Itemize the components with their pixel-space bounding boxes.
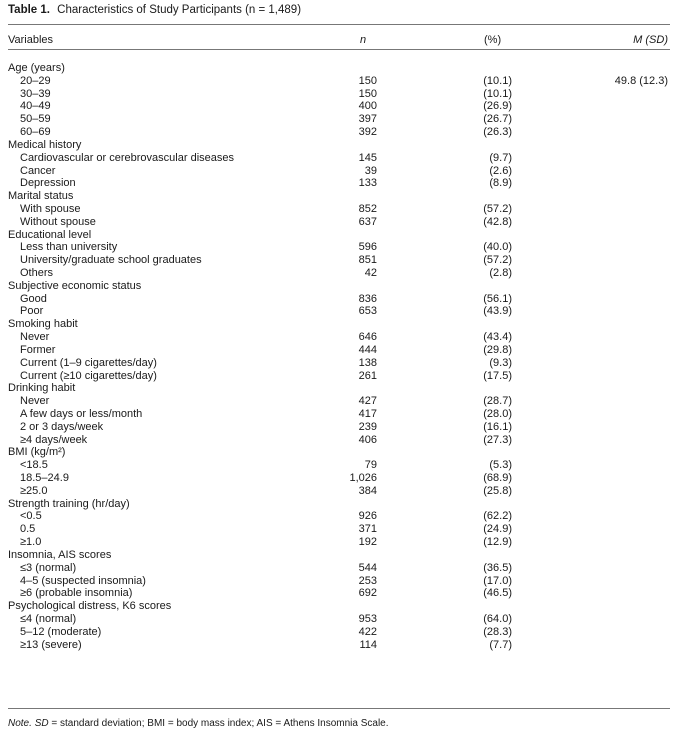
table-group-row	[0, 139, 676, 152]
row-n: 79	[364, 459, 377, 472]
table-row	[0, 126, 676, 139]
table-row	[0, 165, 676, 178]
row-n: 852	[358, 202, 377, 215]
table-row	[0, 408, 676, 421]
table-row	[0, 305, 676, 318]
row-label: 0.5	[20, 523, 36, 536]
row-label: Insomnia, AIS scores	[8, 548, 112, 561]
row-label: Others	[20, 267, 54, 279]
row-percent: (7.7)	[489, 638, 512, 651]
row-percent: (28.7)	[483, 395, 512, 408]
table-row	[0, 113, 676, 126]
table-row	[0, 587, 676, 600]
row-percent: (29.8)	[483, 343, 512, 356]
row-label: 20–29	[20, 74, 51, 87]
row-n: 114	[359, 638, 377, 651]
row-percent: (2.6)	[489, 164, 512, 177]
row-n: 400	[358, 100, 377, 113]
row-n: 192	[358, 536, 377, 549]
table-row	[0, 370, 676, 383]
row-label: 2 or 3 days/week	[20, 420, 104, 433]
row-n: 406	[358, 433, 377, 446]
row-n: 926	[358, 510, 377, 523]
row-label: Never	[20, 331, 50, 344]
row-percent: (40.0)	[483, 241, 512, 254]
table-row	[0, 357, 676, 370]
row-n: 422	[358, 625, 377, 638]
row-percent: (5.3)	[489, 459, 512, 472]
row-n: 253	[358, 574, 377, 587]
row-mean-sd: 49.8 (12.3)	[614, 74, 668, 87]
table-row	[0, 241, 676, 254]
table-group-row	[0, 318, 676, 331]
table-row	[0, 267, 676, 280]
row-percent: (26.7)	[483, 113, 512, 126]
row-percent: (17.0)	[483, 574, 512, 587]
row-label: ≥1.0	[20, 536, 42, 549]
row-label: Subjective economic status	[8, 279, 142, 292]
row-n: 851	[358, 254, 377, 267]
table-row	[0, 203, 676, 216]
row-label: With spouse	[20, 202, 81, 215]
row-label: Cancer	[20, 164, 56, 177]
row-label: Less than university	[20, 241, 118, 254]
row-label: 30–39	[20, 87, 51, 100]
table-row	[0, 177, 676, 190]
row-percent: (57.2)	[483, 254, 512, 267]
row-label: Psychological distress, K6 scores	[8, 600, 172, 613]
table-row	[0, 562, 676, 575]
row-label: Good	[20, 292, 47, 305]
table-row	[0, 293, 676, 306]
row-n: 133	[358, 177, 377, 190]
row-percent: (28.0)	[483, 407, 512, 420]
row-percent: (62.2)	[483, 510, 512, 523]
row-n: 417	[358, 407, 377, 420]
row-n: 692	[358, 587, 377, 600]
row-label: Age (years)	[8, 62, 65, 74]
row-percent: (24.9)	[483, 523, 512, 536]
table-row	[0, 575, 676, 588]
row-n: 1,026	[349, 472, 377, 484]
table-caption	[8, 4, 301, 16]
header-variables: Variables	[8, 34, 54, 46]
row-n: 150	[358, 87, 377, 100]
table-group-row	[0, 600, 676, 613]
row-percent: (2.8)	[489, 267, 512, 279]
row-label: Depression	[20, 177, 76, 190]
row-label: 4–5 (suspected insomnia)	[20, 574, 146, 587]
row-percent: (42.8)	[483, 215, 512, 228]
row-percent: (26.3)	[483, 126, 512, 139]
table-group-row	[0, 382, 676, 395]
row-n: 836	[358, 292, 377, 305]
table-note	[8, 718, 389, 729]
row-label: ≤3 (normal)	[20, 561, 77, 574]
table-row	[0, 510, 676, 523]
row-label: Never	[20, 395, 50, 408]
table-row	[0, 75, 676, 88]
row-percent: (25.8)	[483, 484, 512, 497]
row-label: 5–12 (moderate)	[20, 625, 102, 638]
row-n: 653	[358, 305, 377, 318]
note-text: = standard deviation; BMI = body mass index; AIS = Athens Insomnia Scale.	[48, 718, 389, 729]
row-percent: (43.4)	[483, 331, 512, 344]
table-row	[0, 485, 676, 498]
row-n: 261	[358, 369, 377, 382]
header-mean: M	[633, 34, 643, 46]
table-group-row	[0, 446, 676, 459]
row-label: University/graduate school graduates	[20, 254, 202, 267]
row-percent: (46.5)	[483, 587, 512, 600]
row-n: 384	[358, 484, 377, 497]
row-percent: (10.1)	[483, 87, 512, 100]
row-percent: (10.1)	[483, 74, 512, 87]
table-row	[0, 344, 676, 357]
header-mean-sd	[633, 34, 668, 46]
row-percent: (17.5)	[483, 369, 512, 382]
row-percent: (27.3)	[483, 433, 512, 446]
table-row	[0, 100, 676, 113]
row-label: Strength training (hr/day)	[8, 497, 130, 510]
row-n: 371	[358, 523, 377, 536]
table-title: Characteristics of Study Participants (n = 1,489)	[57, 4, 302, 16]
row-label: 50–59	[20, 113, 51, 126]
bottom-rule	[8, 708, 670, 709]
header-n: n	[360, 34, 367, 46]
top-rule	[8, 24, 670, 25]
table-row	[0, 639, 676, 652]
table-row	[0, 331, 676, 344]
table-row	[0, 459, 676, 472]
row-n: 42	[364, 267, 377, 279]
row-percent: (36.5)	[483, 561, 512, 574]
table-row	[0, 523, 676, 536]
table-group-row	[0, 549, 676, 562]
table-row	[0, 254, 676, 267]
row-percent: (28.3)	[483, 625, 512, 638]
table-row	[0, 152, 676, 165]
row-percent: (16.1)	[483, 420, 512, 433]
row-label: ≥25.0	[20, 484, 48, 497]
table-row	[0, 434, 676, 447]
header-rule	[8, 49, 670, 50]
row-label: A few days or less/month	[20, 407, 143, 420]
row-n: 138	[358, 356, 377, 369]
row-label: <0.5	[20, 510, 42, 523]
table-label: Table 1.	[8, 4, 50, 16]
table-group-row	[0, 498, 676, 511]
row-label: Educational level	[8, 228, 92, 241]
row-percent: (56.1)	[483, 292, 512, 305]
row-n: 646	[358, 331, 377, 344]
row-label: 60–69	[20, 126, 51, 139]
row-n: 39	[364, 164, 377, 177]
row-percent: (9.3)	[489, 356, 512, 369]
row-n: 145	[358, 151, 377, 164]
table-group-row	[0, 229, 676, 242]
table-row	[0, 421, 676, 434]
row-label: Drinking habit	[8, 382, 76, 395]
row-n: 397	[358, 113, 377, 126]
row-label: ≤4 (normal)	[20, 612, 77, 625]
table-row	[0, 395, 676, 408]
row-percent: (57.2)	[483, 202, 512, 215]
table-group-row	[0, 62, 676, 75]
table-row	[0, 626, 676, 639]
row-label: 18.5–24.9	[20, 472, 69, 484]
table-body	[0, 62, 676, 651]
header-sd: (SD)	[645, 34, 668, 46]
table-row	[0, 88, 676, 101]
row-percent: (68.9)	[483, 472, 512, 484]
row-n: 637	[358, 215, 377, 228]
table-row	[0, 472, 676, 485]
row-percent: (64.0)	[483, 612, 512, 625]
row-n: 544	[358, 561, 377, 574]
row-label: Current (≥10 cigarettes/day)	[20, 369, 157, 382]
row-label: Smoking habit	[8, 318, 78, 331]
row-percent: (26.9)	[483, 100, 512, 113]
row-percent: (8.9)	[489, 177, 512, 190]
row-label: 40–49	[20, 100, 51, 113]
row-label: Poor	[20, 305, 44, 318]
row-label: ≥4 days/week	[20, 433, 88, 446]
row-label: Marital status	[8, 190, 74, 203]
row-n: 150	[358, 74, 377, 87]
row-n: 444	[358, 343, 377, 356]
table-group-row	[0, 280, 676, 293]
row-percent: (9.7)	[489, 151, 512, 164]
note-sd-abbr: SD	[34, 718, 49, 729]
row-label: ≥6 (probable insomnia)	[20, 587, 133, 600]
row-n: 596	[358, 241, 377, 254]
row-n: 953	[358, 612, 377, 625]
table-row	[0, 536, 676, 549]
row-label: Without spouse	[20, 215, 96, 228]
table-group-row	[0, 190, 676, 203]
row-n: 392	[358, 126, 377, 139]
table-row	[0, 216, 676, 229]
row-label: BMI (kg/m²)	[8, 446, 66, 459]
row-label: Medical history	[8, 138, 82, 151]
row-label: Current (1–9 cigarettes/day)	[20, 356, 157, 369]
row-percent: (43.9)	[483, 305, 512, 318]
row-label: Former	[20, 343, 56, 356]
note-label: Note.	[8, 718, 32, 729]
row-label: Cardiovascular or cerebrovascular diseases	[20, 151, 234, 164]
row-n: 239	[358, 420, 377, 433]
header-percent: (%)	[484, 34, 502, 46]
row-label: <18.5	[20, 459, 48, 472]
row-percent: (12.9)	[483, 536, 512, 549]
table-row	[0, 613, 676, 626]
row-label: ≥13 (severe)	[20, 638, 82, 651]
row-n: 427	[358, 395, 377, 408]
